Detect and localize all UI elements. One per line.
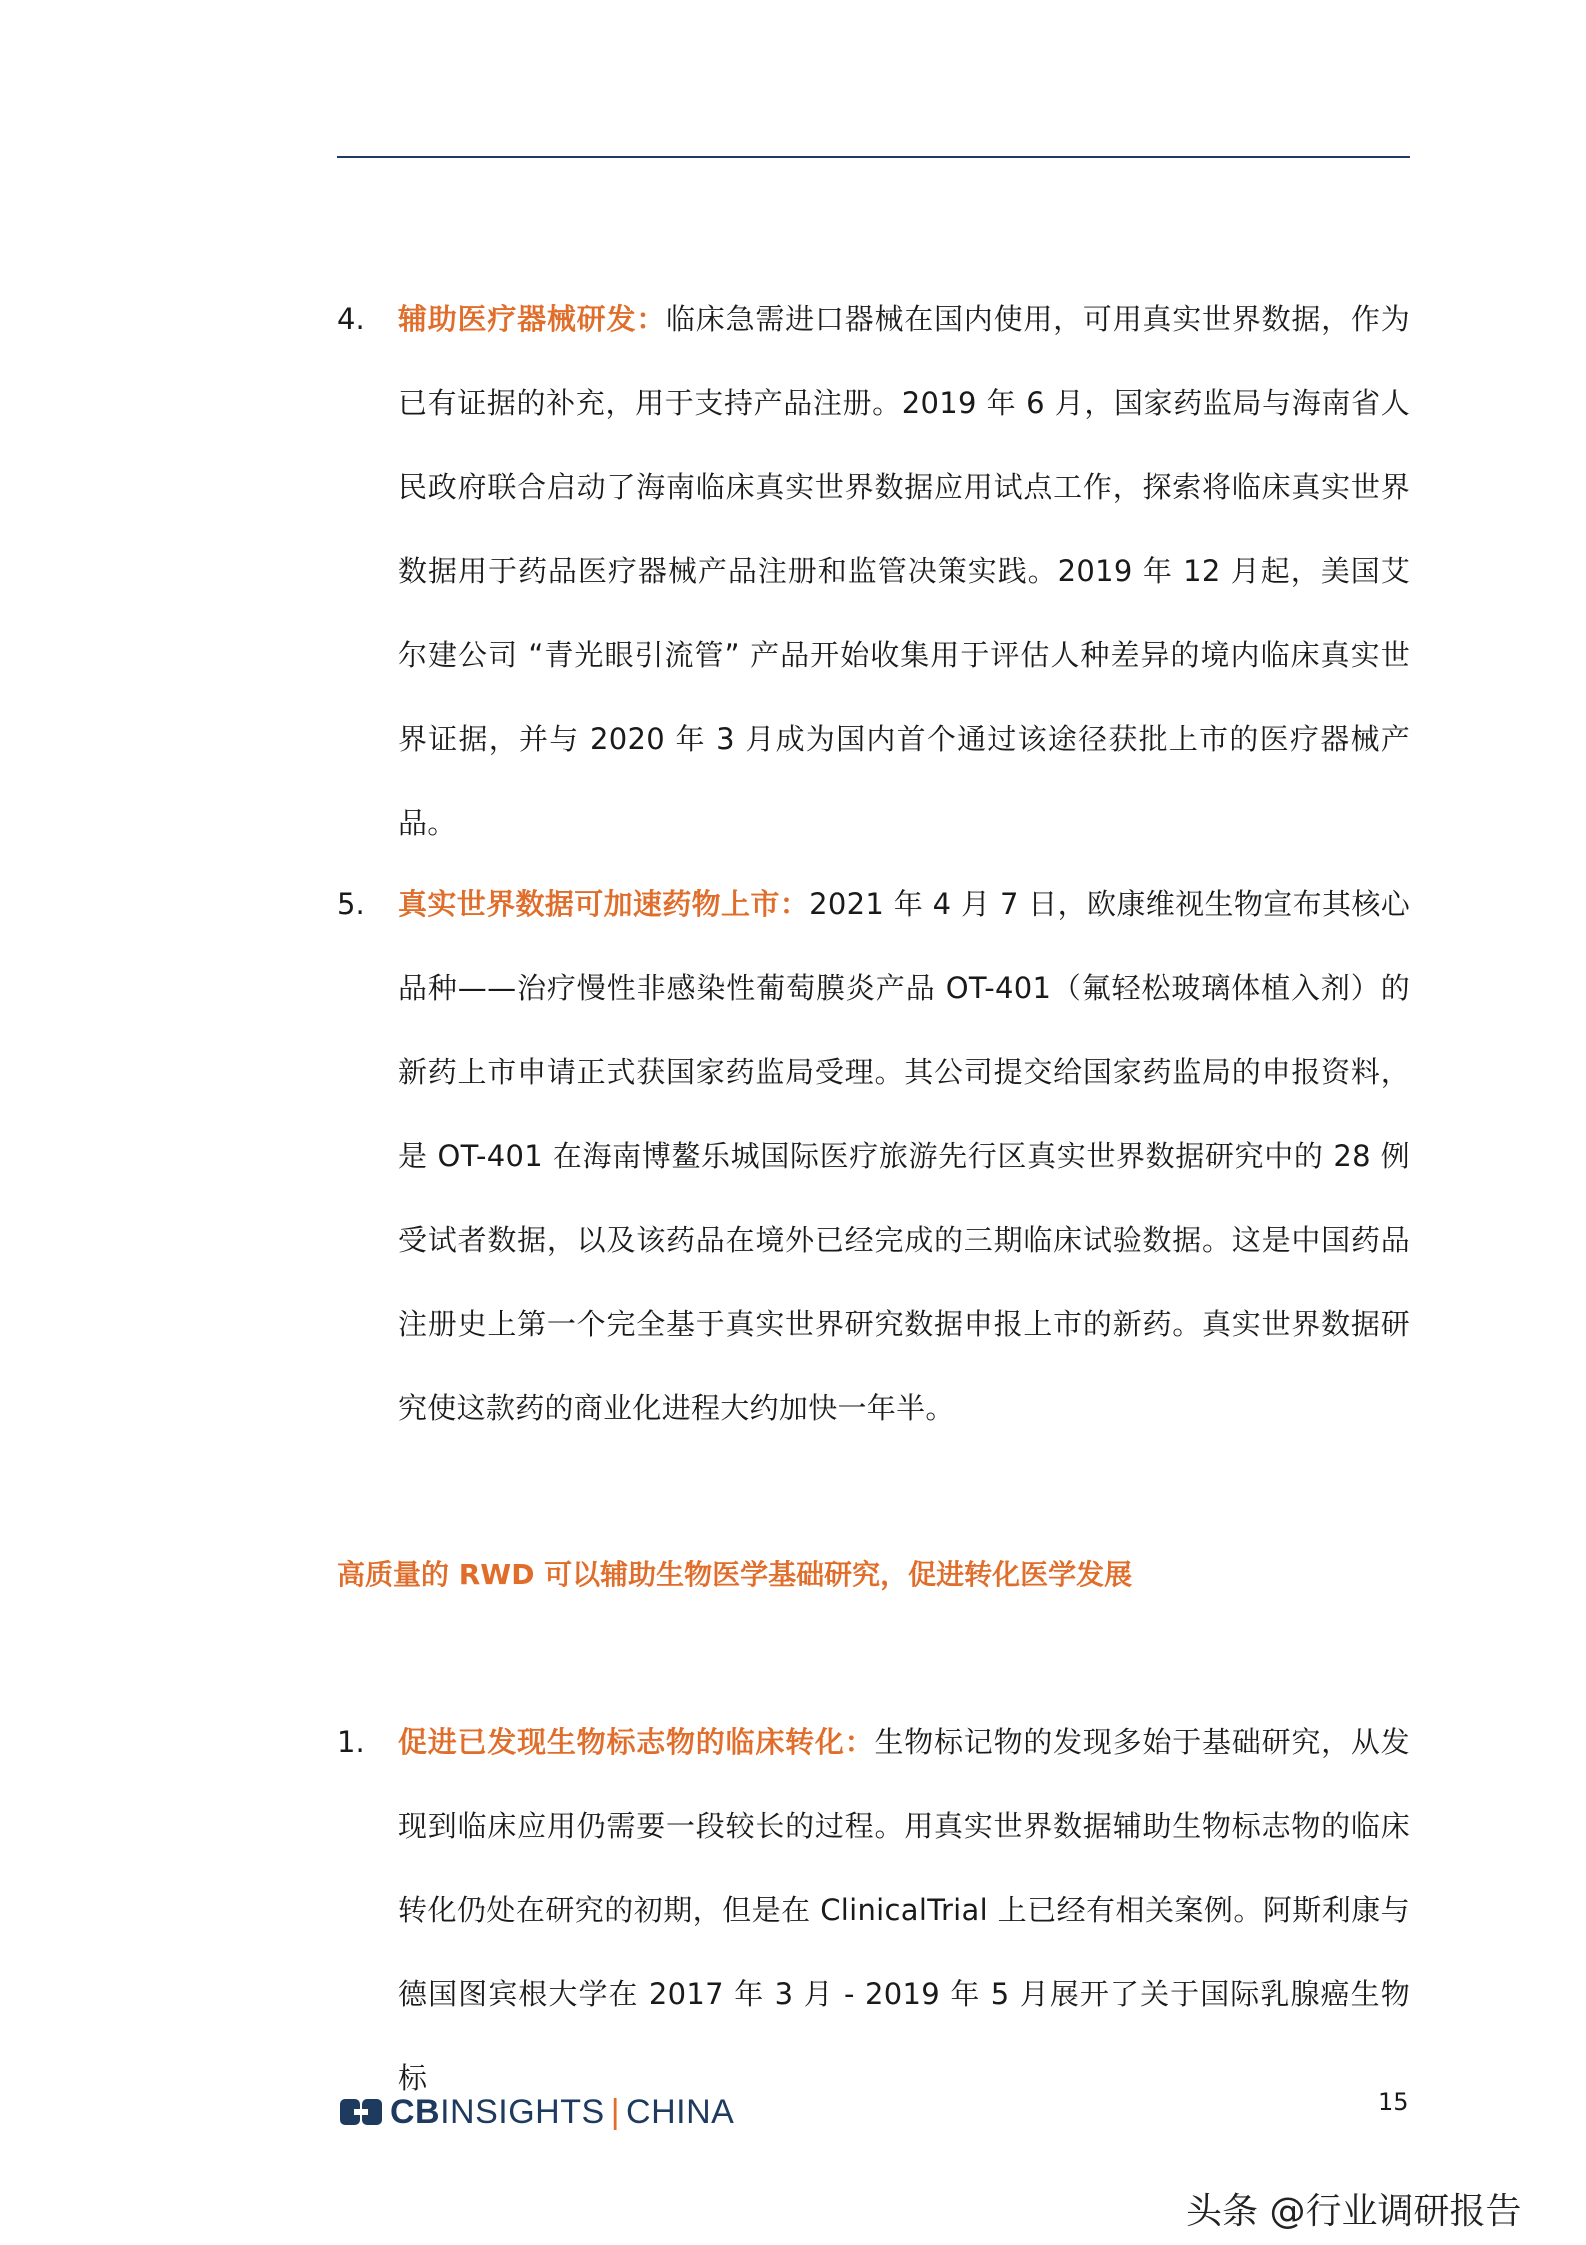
cbinsights-logo	[340, 2092, 734, 2132]
list-item-5	[337, 862, 1410, 1450]
list-item-lead: 促进已发现生物标志物的临床转化：	[398, 1725, 875, 1759]
list-number: 1.	[337, 1725, 365, 1759]
list-item-4	[337, 277, 1410, 865]
list-item-lead: 真实世界数据可加速药物上市：	[398, 887, 810, 921]
list-item-body: 2021 年 4 月 7 日，欧康维视生物宣布其核心品种——治疗慢性非感染性葡萄膜炎产品 OT-401（氟轻松玻璃体植入剂）的新药上市申请正式获国家药监局受理。其公司提交给国家药监局的申报资料，是 OT-401 在海南博鳌乐城国际医疗旅游先行区真实世界数据研究中的 28 例受试者数据，以及该药品在境外已经完成的三期临床试验数据。这是中国药品注册史上第一个完全基于真实世界研究数据申报上市的新药。真实世界数据研究使这款药的商业化进程大约加快一年半。	[398, 887, 1410, 1425]
list-item-body: 临床急需进口器械在国内使用，可用真实世界数据，作为已有证据的补充，用于支持产品注册。2019 年 6 月，国家药监局与海南省人民政府联合启动了海南临床真实世界数据应用试点工作，探索将临床真实世界数据用于药品医疗器械产品注册和监管决策实践。2019 年 12 月起，美国艾尔建公司 “青光眼引流管” 产品开始收集用于评估人种差异的境内临床真实世界证据，并与 2020 年 3 月成为国内首个通过该途径获批上市的医疗器械产品。	[398, 302, 1410, 840]
header-rule	[337, 156, 1410, 158]
watermark: 头条 @行业调研报告	[1186, 2191, 1522, 2232]
page-number: 15	[1378, 2088, 1409, 2116]
list-number: 4.	[337, 302, 365, 336]
section-heading: 高质量的 RWD 可以辅助生物医学基础研究，促进转化医学发展	[337, 1558, 1133, 1591]
list-item-lead: 辅助医疗器械研发：	[398, 302, 667, 336]
list-item-text	[398, 862, 1410, 1450]
list-item-1	[337, 1700, 1410, 2120]
cbinsights-logo-mark-icon	[340, 2099, 382, 2125]
list-item-text	[398, 1700, 1410, 2120]
list-number: 5.	[337, 887, 365, 921]
list-item-body: 生物标记物的发现多始于基础研究，从发现到临床应用仍需要一段较长的过程。用真实世界数据辅助生物标志物的临床转化仍处在研究的初期，但是在 ClinicalTrial 上已经有相关案例。阿斯利康与德国图宾根大学在 2017 年 3 月 - 2019 年 5 月展开了关于国际乳腺癌生物标	[398, 1725, 1410, 2095]
list-item-text	[398, 277, 1410, 865]
logo-wordmark: CBINSIGHTS | CHINA	[390, 2092, 735, 2131]
